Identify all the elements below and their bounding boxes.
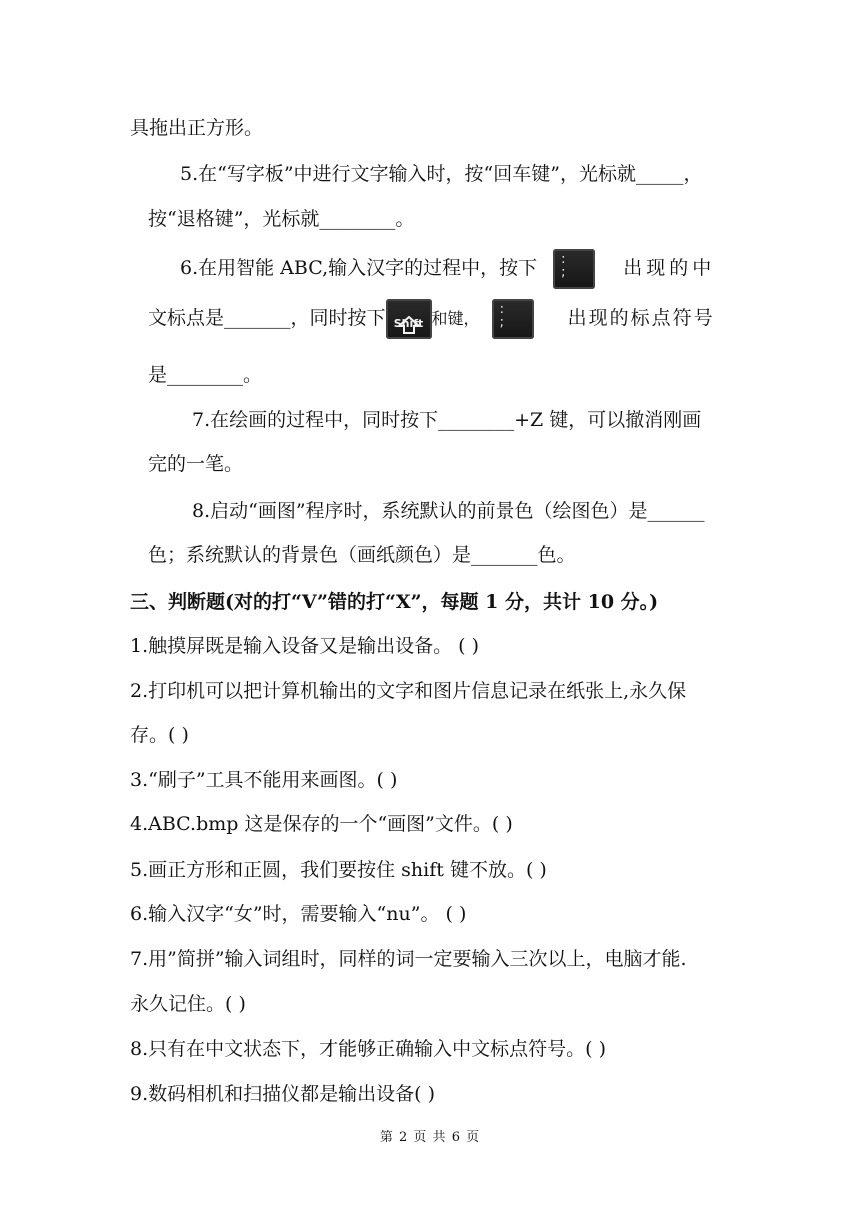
section-heading: 三、判断题(对的打“V”错的打“X”，每题 1 分，共计 10 分。) [130,591,659,613]
question-6-text: 6.在用智能 ABC,输入汉字的过程中，按下 [180,257,538,279]
shift-key-label: Shift [393,317,424,330]
judge-6: 6.输入汉字“女”时，需要输入“nu”。 ( ) [130,903,467,925]
question-6-cont-text-3: 出现的标点符号 [567,307,715,329]
judge-9: 9.数码相机和扫描仪都是输出设备( ) [130,1083,435,1105]
judge-2-cont: 存。( ) [130,724,189,746]
question-6-text-2: 出现的中 [623,257,716,279]
shift-arrow-icon [398,316,420,334]
question-6 [180,248,715,289]
semicolon-key-icon [553,249,595,289]
question-8: 8.启动“画图”程序时，系统默认的前景色（绘图色）是______ [192,500,705,522]
judge-3: 3.“刷子”工具不能用来画图。( ) [130,769,398,791]
judge-7: 7.用”简拼”输入词组时，同样的词一定要输入三次以上，电脑才能. [130,948,687,970]
question-6-end: 是________。 [148,364,263,386]
judge-7-cont: 永久记住。( ) [130,993,246,1015]
question-6-cont-text-2: 和键， [431,309,480,328]
page-footer: 第 2 页 共 6 页 [379,1130,481,1145]
question-6-cont-text: 文标点是_______，同时按下 [148,307,386,329]
judge-5: 5.画正方形和正圆，我们要按住 shift 键不放。( ) [130,859,547,881]
question-7-cont: 完的一笔。 [148,453,244,475]
question-6-cont [148,296,715,341]
semicolon-glyph: : ; [499,302,504,330]
text-line: 具拖出正方形。 [130,117,264,139]
judge-8: 8.只有在中文状态下，才能够正确输入中文标点符号。( ) [130,1038,606,1060]
question-7: 7.在绘画的过程中，同时按下________+Z 键，可以撤消刚画 [192,409,702,431]
question-5-cont: 按“退格键”，光标就________。 [148,208,415,230]
judge-2: 2.打印机可以把计算机输出的文字和图片信息记录在纸张上,永久保 [130,680,687,702]
judge-1: 1.触摸屏既是输入设备又是输出设备。 ( ) [130,635,480,657]
semicolon-key-icon [492,299,534,339]
question-8-cont: 色；系统默认的背景色（画纸颜色）是_______色。 [148,544,576,566]
judge-4: 4.ABC.bmp 这是保存的一个“画图”文件。( ) [130,813,513,835]
question-5: 5.在“写字板”中进行文字输入时，按“回车键”，光标就_____， [180,163,703,185]
shift-key-icon [386,299,432,339]
semicolon-glyph: : ; [561,252,566,280]
